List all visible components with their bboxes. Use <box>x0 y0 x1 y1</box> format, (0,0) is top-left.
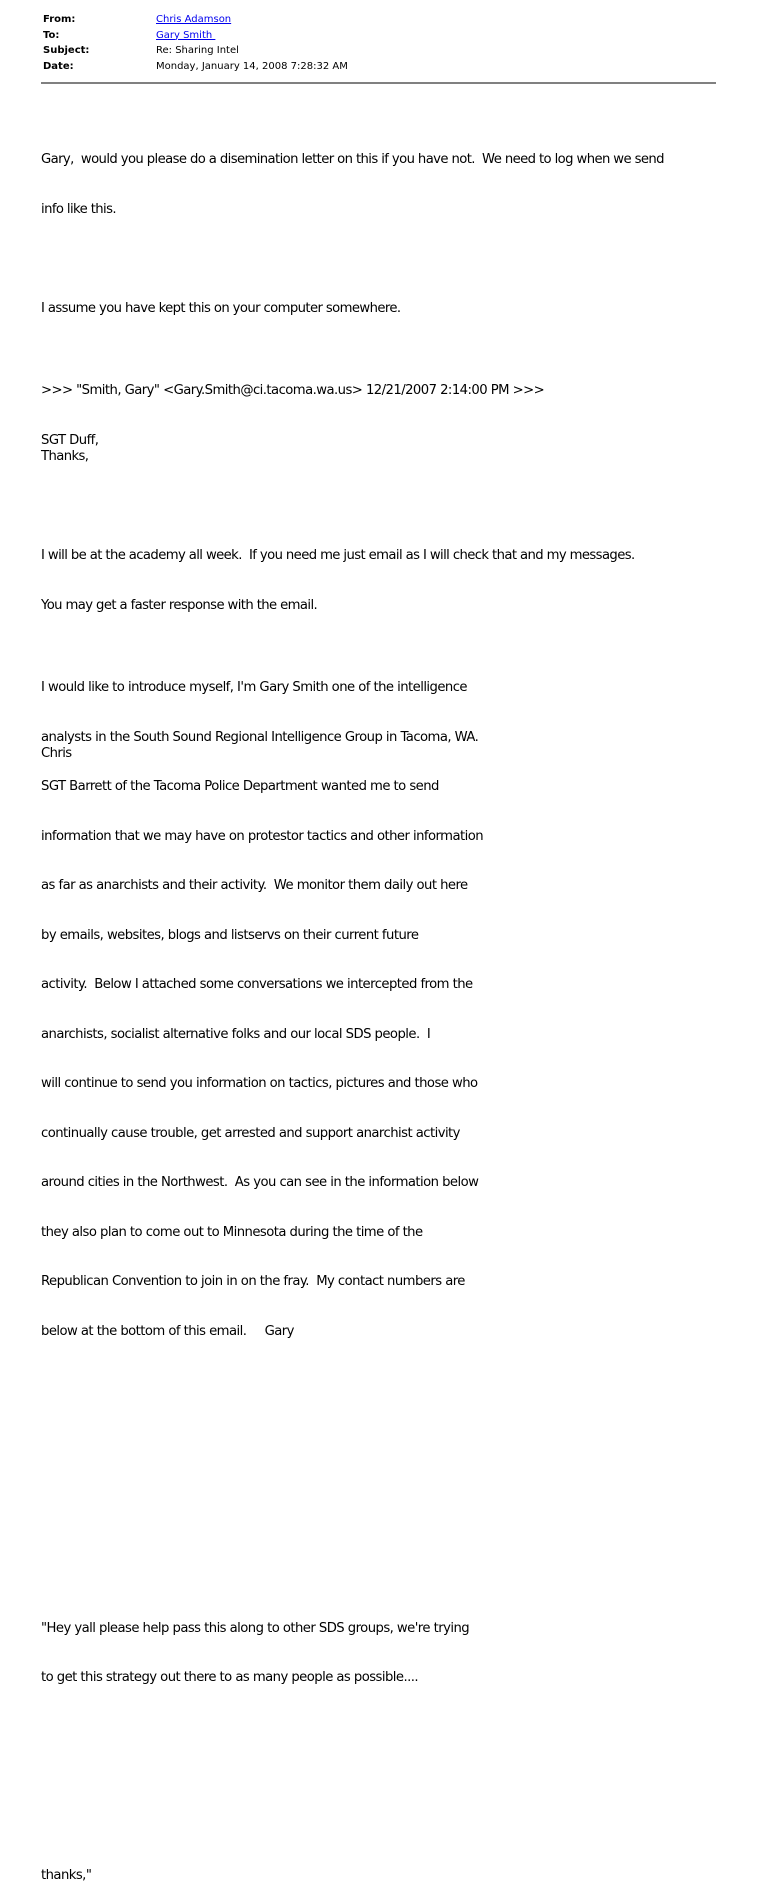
quote-greeting: SGT Duff, <box>41 432 99 448</box>
forwarded-line: to get this strategy out there to as many people as possible.... <box>41 1670 419 1685</box>
quote-header: >>> "Smith, Gary" <Gary.Smith@ci.tacoma.wa.us> 12/21/2007 2:14:00 PM >>> <box>41 383 545 398</box>
to-row <box>43 28 348 44</box>
reply-line: I assume you have kept this on your computer somewhere. <box>41 300 401 316</box>
reply-line: You may get a faster response with the email. <box>41 597 318 613</box>
email-header <box>43 12 348 74</box>
intro-line: continually cause trouble, get arrested and support anarchist activity <box>41 1125 460 1141</box>
subject-label: Subject: <box>43 45 90 56</box>
intro-line: below at the bottom of this email. Gary <box>41 1323 294 1339</box>
reply-line: info like this. <box>41 201 116 217</box>
reply-line: I will be at the academy all week. If you need me just email as I will check that and my messages. <box>41 548 635 563</box>
subject-value: Re: Sharing Intel <box>156 45 239 56</box>
to-label: To: <box>43 29 60 41</box>
header-divider <box>41 82 716 84</box>
intro-line: information that we may have on protestor tactics and other information <box>41 828 484 844</box>
reply-thanks: Thanks, <box>41 449 89 464</box>
subject-row <box>43 43 348 59</box>
intro-line: anarchists, socialist alternative folks and our local SDS people. I <box>41 1026 431 1042</box>
date-row <box>43 59 348 75</box>
from-row <box>43 12 348 28</box>
intro-line: they also plan to come out to Minnesota during the time of the <box>41 1224 423 1240</box>
intro-line: will continue to send you information on tactics, pictures and those who <box>41 1076 478 1091</box>
intro-line: by emails, websites, blogs and listservs on their current future <box>41 927 419 943</box>
quoted-message <box>41 350 544 1901</box>
intro-line: Republican Convention to join in on the fray. My contact numbers are <box>41 1274 465 1289</box>
intro-line: analysts in the South Sound Regional Intelligence Group in Tacoma, WA. <box>41 729 479 745</box>
intro-line: as far as anarchists and their activity. We monitor them daily out here <box>41 878 468 893</box>
intro-line: around cities in the Northwest. As you can see in the information below <box>41 1175 479 1190</box>
from-label: From: <box>43 14 76 25</box>
intro-line: SGT Barrett of the Tacoma Police Department wanted me to send <box>41 779 439 794</box>
date-value: Monday, January 14, 2008 7:28:32 AM <box>156 60 348 72</box>
from-link[interactable]: Chris Adamson <box>156 14 232 25</box>
date-label: Date: <box>43 60 74 72</box>
reply-line: Gary, would you please do a disemination letter on this if you have not. We need to log when we send <box>41 152 664 167</box>
reply-signature: Chris <box>41 746 72 761</box>
intro-line: I would like to introduce myself, I'm Gary Smith one of the intelligence <box>41 680 468 695</box>
forwarded-thanks: thanks," <box>41 1868 92 1883</box>
forwarded-line: "Hey yall please help pass this along to other SDS groups, we're trying <box>41 1620 470 1636</box>
to-link[interactable]: Gary Smith <box>156 29 216 41</box>
intro-line: activity. Below I attached some conversations we intercepted from the <box>41 977 473 992</box>
